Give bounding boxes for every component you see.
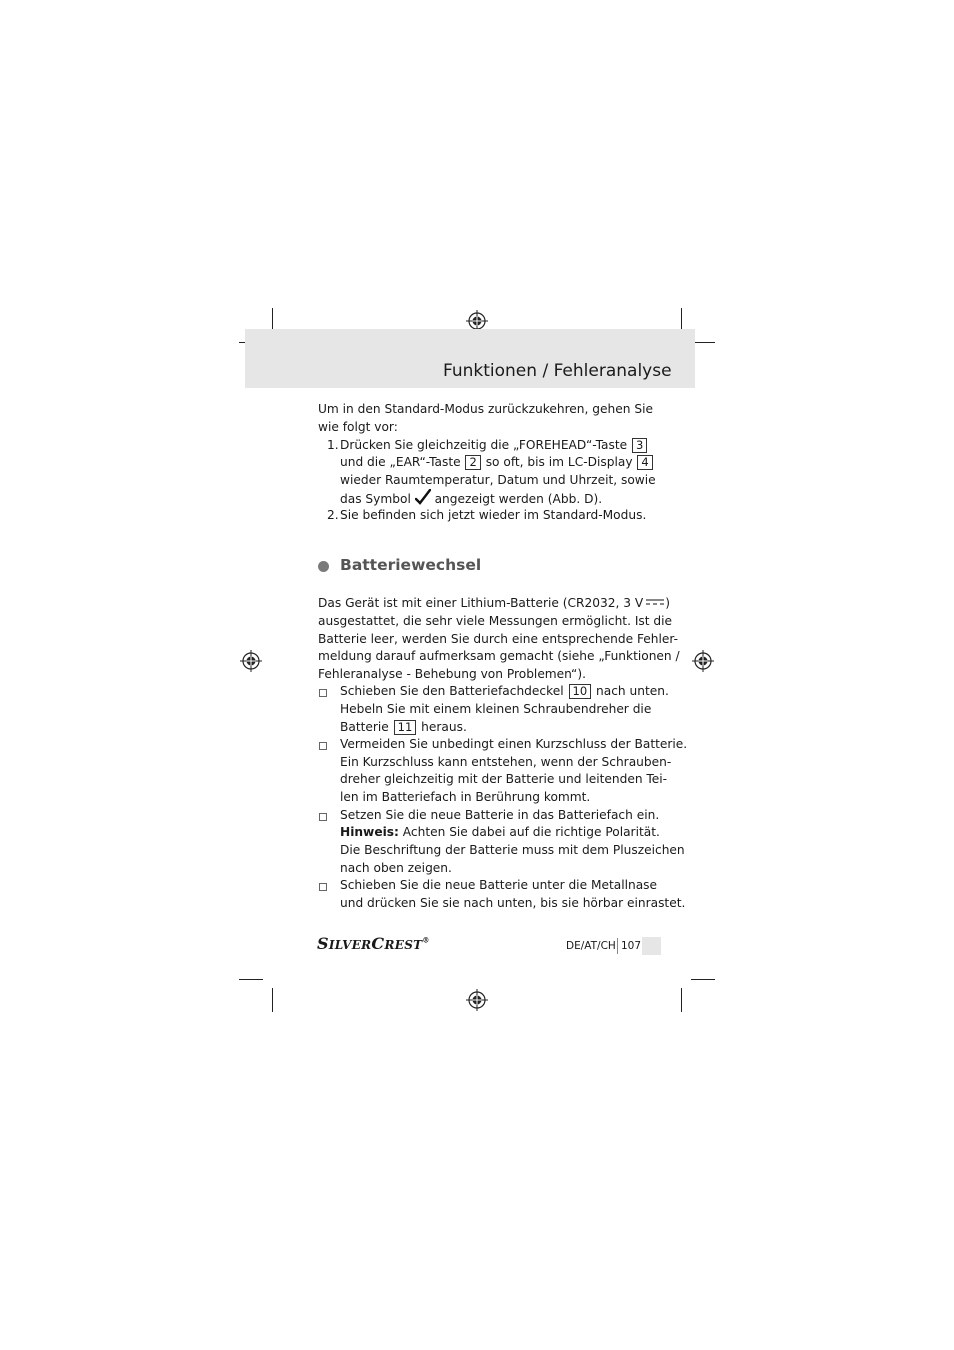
crop-mark	[681, 988, 682, 1012]
bullet-line: und drücken Sie sie nach unten, bis sie hörbar einrastet.	[340, 896, 686, 910]
body-line: meldung darauf aufmerksam gemacht (siehe „Funktionen /	[318, 649, 680, 663]
body-line: ausgestattet, die sehr viele Messungen ermöglicht. Ist die	[318, 614, 673, 628]
bullet-text: heraus.	[421, 720, 467, 734]
square-bullet-icon	[319, 742, 327, 750]
bullet-text: Achten Sie dabei auf die richtige Polarität.	[402, 825, 660, 839]
body-line: Fehleranalyse - Behebung von Problemen“).	[318, 667, 586, 681]
step-1-text: so oft, bis im LC-Display	[485, 455, 633, 469]
step-1-line	[340, 454, 654, 472]
square-bullet-icon	[319, 813, 327, 821]
step-2-text: Sie befinden sich jetzt wieder im Standard-Modus.	[340, 508, 647, 522]
bullet-line: Ein Kurzschluss kann entstehen, wenn der Schrauben-	[340, 755, 672, 769]
bullet-line: dreher gleichzeitig mit der Batterie und leitenden Tei-	[340, 772, 668, 786]
bullet-text: Batterie	[340, 720, 389, 734]
registration-mark-icon	[692, 650, 714, 672]
registration-mark-icon	[466, 989, 488, 1011]
bullet-text: Schieben Sie den Batteriefachdeckel	[340, 684, 564, 698]
ref-10: 10	[569, 684, 592, 699]
page-title: Funktionen / Fehleranalyse	[443, 361, 672, 381]
intro-line: Um in den Standard-Modus zurückzukehren, gehen Sie	[318, 402, 653, 416]
registration-mark-icon	[240, 650, 262, 672]
intro-line: wie folgt vor:	[318, 420, 398, 434]
section-bullet-icon	[318, 561, 329, 572]
crop-mark	[272, 988, 273, 1012]
bullet-text: nach unten.	[596, 684, 669, 698]
crop-mark	[239, 979, 263, 980]
square-bullet-icon	[319, 689, 327, 697]
bullet-line: nach oben zeigen.	[340, 861, 452, 875]
ref-11: 11	[394, 720, 417, 735]
bullet-line: Schieben Sie die neue Batterie unter die Metallnase	[340, 878, 658, 892]
ref-2: 2	[465, 455, 480, 470]
bullet-line: Vermeiden Sie unbedingt einen Kurzschluss der Batterie.	[340, 737, 688, 751]
bullet-line: len im Batteriefach in Berührung kommt.	[340, 790, 591, 804]
dc-voltage-icon	[645, 597, 665, 607]
step-1-line	[340, 489, 602, 509]
bullet-line: Setzen Sie die neue Batterie in das Batteriefach ein.	[340, 808, 660, 822]
body-text: )	[665, 596, 670, 610]
step-1-text: das Symbol	[340, 492, 411, 506]
bullet-line: Hebeln Sie mit einem kleinen Schraubendreher die	[340, 702, 652, 716]
bullet-line: Die Beschriftung der Batterie muss mit dem Pluszeichen	[340, 843, 685, 857]
bullet-line	[340, 824, 660, 842]
ref-4: 4	[637, 455, 652, 470]
bullet-line	[340, 719, 467, 737]
step-1-text: angezeigt werden (Abb. D).	[434, 492, 603, 506]
footer-divider	[617, 938, 618, 954]
body-line: Batterie leer, werden Sie durch eine entsprechende Fehler-	[318, 632, 679, 646]
checkmark-icon	[415, 489, 431, 505]
ref-3: 3	[632, 438, 647, 453]
step-1-line	[340, 437, 648, 455]
crop-mark	[691, 979, 715, 980]
region-code: DE/AT/CH	[566, 940, 616, 952]
page-number: 107	[621, 940, 642, 952]
step-number: 1.	[327, 438, 339, 452]
square-bullet-icon	[319, 883, 327, 891]
section-title: Batteriewechsel	[340, 556, 482, 574]
body-line	[318, 595, 670, 613]
bullet-line	[340, 683, 669, 701]
step-1-text: und die „EAR“-Taste	[340, 455, 461, 469]
step-1-line: wieder Raumtemperatur, Datum und Uhrzeit, sowie	[340, 473, 656, 487]
step-1-text: Drücken Sie gleichzeitig die „FOREHEAD“-Taste	[340, 438, 628, 452]
body-text: Das Gerät ist mit einer Lithium-Batterie (CR2032, 3 V	[318, 596, 644, 610]
note-label: Hinweis:	[340, 825, 399, 839]
brand-logo: SILVERCREST®	[317, 934, 430, 953]
step-number: 2.	[327, 508, 339, 522]
page-tab	[642, 937, 661, 955]
